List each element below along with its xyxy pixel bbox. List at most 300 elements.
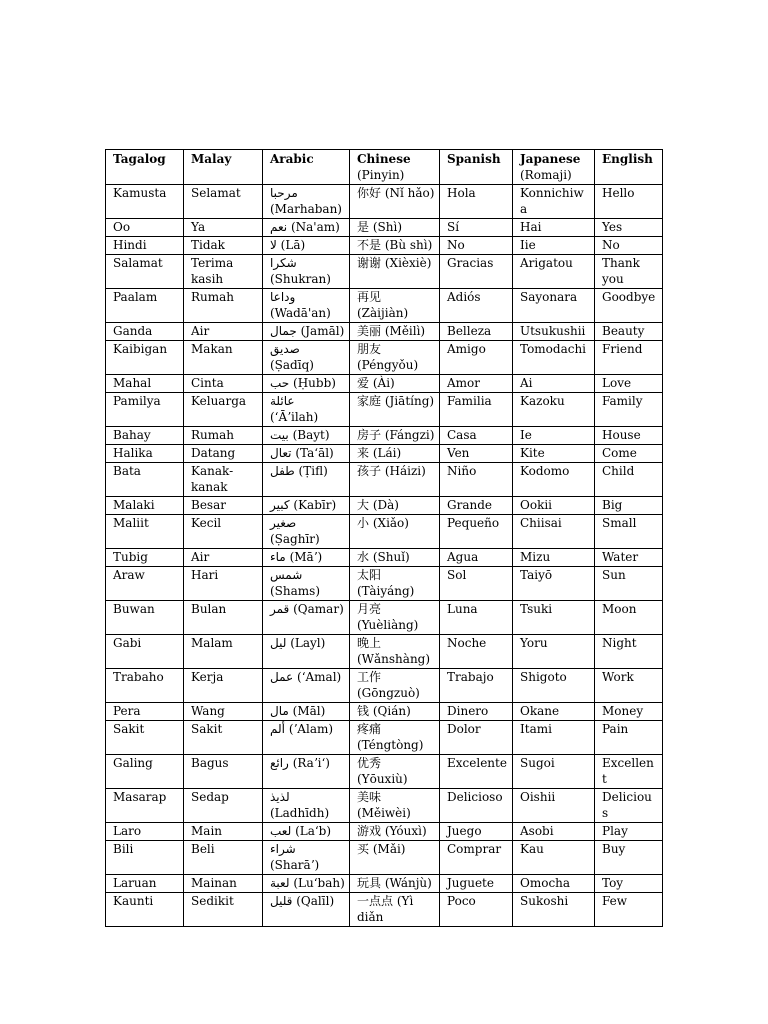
chinese-pinyin: (Qián): [372, 704, 411, 718]
cell-japanese: Asobi: [513, 823, 595, 841]
arabic-word: صديق: [270, 342, 300, 356]
arabic-word: عمل: [270, 670, 294, 684]
cell-chinese: [350, 323, 440, 341]
cell-japanese: Kau: [513, 841, 595, 875]
table-row: [106, 497, 663, 515]
cell-tagalog: Tubig: [106, 549, 184, 567]
cell-tagalog: Gabi: [106, 635, 184, 669]
cell-arabic: [263, 375, 350, 393]
cell-english: Come: [595, 445, 663, 463]
arabic-transliteration: (Qamar): [293, 602, 344, 616]
cell-chinese: [350, 289, 440, 323]
cell-chinese: [350, 445, 440, 463]
chinese-pinyin: (Fángzi): [384, 428, 435, 442]
column-header-arabic: [263, 150, 350, 185]
cell-english: Child: [595, 463, 663, 497]
chinese-characters: 工作: [357, 670, 382, 684]
table-row: [106, 219, 663, 237]
arabic-word: مال: [270, 704, 289, 718]
cell-arabic: [263, 255, 350, 289]
cell-spanish: Juguete: [440, 875, 513, 893]
cell-arabic: [263, 601, 350, 635]
cell-tagalog: Ganda: [106, 323, 184, 341]
cell-japanese: Omocha: [513, 875, 595, 893]
cell-english: Pain: [595, 721, 663, 755]
arabic-transliteration: (Māl): [292, 704, 326, 718]
table-row: [106, 893, 663, 927]
arabic-transliteration: (Marhaban): [270, 202, 342, 216]
chinese-characters: 大: [357, 498, 370, 512]
cell-malay: Kanak-kanak: [184, 463, 263, 497]
table-row: [106, 237, 663, 255]
cell-chinese: [350, 703, 440, 721]
table-row: [106, 669, 663, 703]
cell-arabic: [263, 669, 350, 703]
cell-japanese: Ai: [513, 375, 595, 393]
arabic-transliteration: (Māʼ): [289, 550, 323, 564]
cell-arabic: [263, 341, 350, 375]
chinese-pinyin: (Ài): [372, 376, 395, 390]
chinese-pinyin: (Yuèliàng): [357, 618, 419, 632]
cell-japanese: Tsuki: [513, 601, 595, 635]
cell-malay: Cinta: [184, 375, 263, 393]
arabic-word: طفل: [270, 464, 295, 478]
cell-japanese: Okane: [513, 703, 595, 721]
cell-arabic: [263, 703, 350, 721]
cell-chinese: [350, 375, 440, 393]
arabic-word: رائع: [270, 756, 289, 770]
cell-japanese: Hai: [513, 219, 595, 237]
cell-english: Excellent: [595, 755, 663, 789]
cell-spanish: Juego: [440, 823, 513, 841]
arabic-transliteration: (Ṣaghīr): [270, 532, 320, 546]
cell-arabic: [263, 219, 350, 237]
cell-spanish: No: [440, 237, 513, 255]
cell-japanese: Iie: [513, 237, 595, 255]
cell-malay: Terima kasih: [184, 255, 263, 289]
cell-arabic: [263, 755, 350, 789]
chinese-characters: 玩具: [357, 876, 382, 890]
cell-malay: Sakit: [184, 721, 263, 755]
cell-chinese: [350, 601, 440, 635]
chinese-pinyin: (Lái): [372, 446, 402, 460]
chinese-pinyin: (Péngyǒu): [357, 358, 419, 372]
cell-spanish: Adiós: [440, 289, 513, 323]
cell-spanish: Comprar: [440, 841, 513, 875]
chinese-characters: 太阳: [357, 568, 382, 582]
cell-chinese: [350, 515, 440, 549]
arabic-transliteration: (Jamāl): [300, 324, 345, 338]
chinese-pinyin: (Yì diǎn: [357, 894, 414, 924]
cell-japanese: Oishii: [513, 789, 595, 823]
chinese-pinyin: (Yōuxiù): [357, 772, 408, 786]
cell-chinese: [350, 237, 440, 255]
cell-tagalog: Salamat: [106, 255, 184, 289]
cell-malay: Bulan: [184, 601, 263, 635]
cell-english: Money: [595, 703, 663, 721]
cell-spanish: Sí: [440, 219, 513, 237]
cell-malay: Besar: [184, 497, 263, 515]
table-row: [106, 185, 663, 219]
cell-english: Love: [595, 375, 663, 393]
cell-arabic: [263, 549, 350, 567]
cell-japanese: Utsukushii: [513, 323, 595, 341]
column-header-label: Arabic: [270, 152, 314, 166]
cell-tagalog: Kaunti: [106, 893, 184, 927]
cell-chinese: [350, 721, 440, 755]
column-header-chinese: [350, 150, 440, 185]
cell-arabic: [263, 515, 350, 549]
column-header-spanish: [440, 150, 513, 185]
table-row: [106, 755, 663, 789]
arabic-transliteration: (Shams): [270, 584, 321, 598]
cell-english: Thank you: [595, 255, 663, 289]
arabic-transliteration: (Na'am): [290, 220, 340, 234]
chinese-pinyin: (Xièxiè): [384, 256, 432, 270]
arabic-word: عائلة: [270, 394, 295, 408]
column-header-label: Tagalog: [113, 152, 166, 166]
arabic-word: وداعا: [270, 290, 296, 304]
table-header: [106, 150, 663, 185]
table-row: [106, 703, 663, 721]
cell-spanish: Poco: [440, 893, 513, 927]
column-header-label: Spanish: [447, 152, 501, 166]
cell-malay: Wang: [184, 703, 263, 721]
table-row: [106, 445, 663, 463]
cell-spanish: Dolor: [440, 721, 513, 755]
cell-arabic: [263, 875, 350, 893]
cell-english: Friend: [595, 341, 663, 375]
arabic-word: شمس: [270, 568, 303, 582]
cell-chinese: [350, 841, 440, 875]
cell-chinese: [350, 427, 440, 445]
cell-arabic: [263, 567, 350, 601]
cell-spanish: Agua: [440, 549, 513, 567]
arabic-transliteration: (Laʻb): [295, 824, 332, 838]
cell-arabic: [263, 893, 350, 927]
cell-arabic: [263, 721, 350, 755]
arabic-transliteration: (ʻĀʼilah): [270, 410, 319, 424]
cell-arabic: [263, 427, 350, 445]
header-row: [106, 150, 663, 185]
arabic-word: قليل: [270, 894, 293, 908]
table-row: [106, 601, 663, 635]
arabic-word: ألم: [270, 722, 285, 736]
table-row: [106, 875, 663, 893]
cell-tagalog: Galing: [106, 755, 184, 789]
chinese-characters: 一点点: [357, 894, 394, 908]
cell-tagalog: Malaki: [106, 497, 184, 515]
chinese-pinyin: (Yóuxì): [384, 824, 427, 838]
arabic-transliteration: (Lā): [280, 238, 306, 252]
cell-spanish: Grande: [440, 497, 513, 515]
cell-chinese: [350, 393, 440, 427]
cell-tagalog: Sakit: [106, 721, 184, 755]
cell-arabic: [263, 185, 350, 219]
table-row: [106, 515, 663, 549]
cell-chinese: [350, 185, 440, 219]
table-row: [106, 567, 663, 601]
column-header-label: Japanese: [520, 152, 581, 166]
arabic-word: لعبة: [270, 876, 290, 890]
cell-arabic: [263, 289, 350, 323]
cell-malay: Bagus: [184, 755, 263, 789]
cell-tagalog: Kamusta: [106, 185, 184, 219]
cell-chinese: [350, 789, 440, 823]
arabic-word: كبير: [270, 498, 290, 512]
arabic-word: ليل: [270, 636, 287, 650]
cell-tagalog: Araw: [106, 567, 184, 601]
arabic-transliteration: (Raʼiʻ): [292, 756, 330, 770]
cell-malay: Sedikit: [184, 893, 263, 927]
cell-malay: Main: [184, 823, 263, 841]
chinese-pinyin: (Měiwèi): [357, 806, 411, 820]
vocabulary-table: [105, 149, 663, 927]
cell-arabic: [263, 823, 350, 841]
cell-spanish: Belleza: [440, 323, 513, 341]
cell-spanish: Casa: [440, 427, 513, 445]
chinese-characters: 是: [357, 220, 370, 234]
cell-english: Small: [595, 515, 663, 549]
cell-arabic: [263, 789, 350, 823]
chinese-characters: 再见: [357, 290, 382, 304]
table-row: [106, 549, 663, 567]
column-header-malay: [184, 150, 263, 185]
cell-english: Big: [595, 497, 663, 515]
cell-spanish: Excelente: [440, 755, 513, 789]
cell-english: Delicious: [595, 789, 663, 823]
cell-english: Goodbye: [595, 289, 663, 323]
cell-malay: Mainan: [184, 875, 263, 893]
chinese-characters: 美味: [357, 790, 382, 804]
chinese-pinyin: (Téngtòng): [357, 738, 424, 752]
chinese-pinyin: (Wánjù): [384, 876, 432, 890]
cell-chinese: [350, 669, 440, 703]
chinese-pinyin: (Shuǐ): [372, 550, 410, 564]
cell-english: Family: [595, 393, 663, 427]
cell-english: No: [595, 237, 663, 255]
chinese-characters: 月亮: [357, 602, 382, 616]
cell-spanish: Niño: [440, 463, 513, 497]
arabic-transliteration: (Ladhīdh): [270, 806, 330, 820]
cell-chinese: [350, 823, 440, 841]
arabic-transliteration: (Luʻbah): [293, 876, 345, 890]
cell-japanese: Konnichiwa: [513, 185, 595, 219]
cell-spanish: Amor: [440, 375, 513, 393]
chinese-pinyin: (Měilì): [384, 324, 426, 338]
arabic-word: نعم: [270, 220, 288, 234]
cell-japanese: Mizu: [513, 549, 595, 567]
cell-japanese: Itami: [513, 721, 595, 755]
chinese-characters: 房子: [357, 428, 382, 442]
arabic-word: بيت: [270, 428, 289, 442]
cell-tagalog: Masarap: [106, 789, 184, 823]
chinese-characters: 小: [357, 516, 370, 530]
arabic-transliteration: (ʼAlam): [288, 722, 334, 736]
cell-malay: Air: [184, 323, 263, 341]
cell-malay: Datang: [184, 445, 263, 463]
cell-chinese: [350, 549, 440, 567]
chinese-characters: 钱: [357, 704, 370, 718]
cell-tagalog: Bahay: [106, 427, 184, 445]
cell-japanese: Arigatou: [513, 255, 595, 289]
cell-malay: Air: [184, 549, 263, 567]
chinese-pinyin: (Wǎnshàng): [357, 652, 431, 666]
chinese-pinyin: (Shì): [372, 220, 402, 234]
cell-tagalog: Laro: [106, 823, 184, 841]
cell-japanese: Sayonara: [513, 289, 595, 323]
cell-japanese: Tomodachi: [513, 341, 595, 375]
arabic-word: مرحبا: [270, 186, 298, 200]
chinese-pinyin: (Bù shì): [384, 238, 433, 252]
chinese-characters: 家庭: [357, 394, 382, 408]
table-body: [106, 185, 663, 927]
cell-spanish: Familia: [440, 393, 513, 427]
cell-tagalog: Trabaho: [106, 669, 184, 703]
cell-spanish: Noche: [440, 635, 513, 669]
cell-malay: Rumah: [184, 289, 263, 323]
cell-english: Yes: [595, 219, 663, 237]
cell-english: Play: [595, 823, 663, 841]
cell-malay: Tidak: [184, 237, 263, 255]
cell-tagalog: Pamilya: [106, 393, 184, 427]
cell-spanish: Gracias: [440, 255, 513, 289]
cell-tagalog: Laruan: [106, 875, 184, 893]
cell-malay: Kerja: [184, 669, 263, 703]
table-row: [106, 341, 663, 375]
cell-malay: Rumah: [184, 427, 263, 445]
table-row: [106, 841, 663, 875]
cell-tagalog: Pera: [106, 703, 184, 721]
arabic-transliteration: (Wadā'an): [270, 306, 331, 320]
cell-arabic: [263, 463, 350, 497]
cell-english: Night: [595, 635, 663, 669]
cell-japanese: Shigoto: [513, 669, 595, 703]
cell-spanish: Delicioso: [440, 789, 513, 823]
cell-malay: Keluarga: [184, 393, 263, 427]
arabic-transliteration: (Layl): [290, 636, 326, 650]
table-row: [106, 255, 663, 289]
chinese-pinyin: (Háizi): [384, 464, 426, 478]
cell-tagalog: Oo: [106, 219, 184, 237]
cell-japanese: Chiisai: [513, 515, 595, 549]
cell-english: House: [595, 427, 663, 445]
cell-chinese: [350, 893, 440, 927]
cell-arabic: [263, 445, 350, 463]
chinese-characters: 水: [357, 550, 370, 564]
cell-english: Moon: [595, 601, 663, 635]
arabic-word: لا: [270, 238, 277, 252]
cell-spanish: Amigo: [440, 341, 513, 375]
arabic-transliteration: (Kabīr): [293, 498, 337, 512]
cell-japanese: Sukoshi: [513, 893, 595, 927]
table-row: [106, 375, 663, 393]
arabic-word: تعال: [270, 446, 292, 460]
cell-english: Hello: [595, 185, 663, 219]
chinese-pinyin: (Zàijiàn): [357, 306, 409, 320]
arabic-transliteration: (Ḥubb): [293, 376, 336, 390]
column-header-tagalog: [106, 150, 184, 185]
table-row: [106, 323, 663, 341]
cell-japanese: Taiyō: [513, 567, 595, 601]
arabic-word: قمر: [270, 602, 290, 616]
chinese-pinyin: (Tàiyáng): [357, 584, 415, 598]
cell-chinese: [350, 755, 440, 789]
cell-english: Work: [595, 669, 663, 703]
cell-chinese: [350, 567, 440, 601]
chinese-characters: 美丽: [357, 324, 382, 338]
cell-malay: Sedap: [184, 789, 263, 823]
arabic-transliteration: (Sharāʼ): [270, 858, 320, 872]
cell-chinese: [350, 635, 440, 669]
chinese-pinyin: (Jiātíng): [384, 394, 435, 408]
chinese-characters: 疼痛: [357, 722, 382, 736]
chinese-characters: 买: [357, 842, 370, 856]
arabic-transliteration: (Ṭifl): [298, 464, 328, 478]
cell-chinese: [350, 463, 440, 497]
arabic-transliteration: (Qalīl): [296, 894, 335, 908]
arabic-word: ماء: [270, 550, 286, 564]
cell-japanese: Kazoku: [513, 393, 595, 427]
arabic-word: حب: [270, 376, 290, 390]
cell-chinese: [350, 497, 440, 515]
cell-malay: Beli: [184, 841, 263, 875]
table-row: [106, 393, 663, 427]
cell-tagalog: Bata: [106, 463, 184, 497]
chinese-pinyin: (Nǐ hǎo): [384, 186, 435, 200]
cell-japanese: Ookii: [513, 497, 595, 515]
column-header-label: Chinese: [357, 152, 411, 166]
cell-tagalog: Halika: [106, 445, 184, 463]
cell-chinese: [350, 255, 440, 289]
cell-english: Few: [595, 893, 663, 927]
chinese-characters: 来: [357, 446, 370, 460]
table-row: [106, 463, 663, 497]
cell-arabic: [263, 497, 350, 515]
cell-arabic: [263, 323, 350, 341]
chinese-characters: 朋友: [357, 342, 382, 356]
cell-arabic: [263, 237, 350, 255]
cell-english: Beauty: [595, 323, 663, 341]
cell-spanish: Ven: [440, 445, 513, 463]
cell-english: Toy: [595, 875, 663, 893]
chinese-characters: 晚上: [357, 636, 382, 650]
cell-spanish: Hola: [440, 185, 513, 219]
cell-chinese: [350, 875, 440, 893]
cell-english: Sun: [595, 567, 663, 601]
cell-spanish: Luna: [440, 601, 513, 635]
arabic-word: شكرا: [270, 256, 297, 270]
cell-tagalog: Kaibigan: [106, 341, 184, 375]
cell-arabic: [263, 841, 350, 875]
chinese-pinyin: (Dà): [372, 498, 399, 512]
chinese-characters: 游戏: [357, 824, 382, 838]
arabic-word: لعب: [270, 824, 292, 838]
cell-japanese: Ie: [513, 427, 595, 445]
arabic-transliteration: (Bayt): [292, 428, 330, 442]
arabic-word: جمال: [270, 324, 297, 338]
cell-malay: Kecil: [184, 515, 263, 549]
cell-chinese: [350, 341, 440, 375]
cell-english: Buy: [595, 841, 663, 875]
chinese-pinyin: (Xiǎo): [372, 516, 409, 530]
chinese-pinyin: (Mǎi): [372, 842, 406, 856]
chinese-characters: 不是: [357, 238, 382, 252]
column-header-label: English: [602, 152, 653, 166]
cell-malay: Makan: [184, 341, 263, 375]
cell-spanish: Dinero: [440, 703, 513, 721]
cell-tagalog: Bili: [106, 841, 184, 875]
